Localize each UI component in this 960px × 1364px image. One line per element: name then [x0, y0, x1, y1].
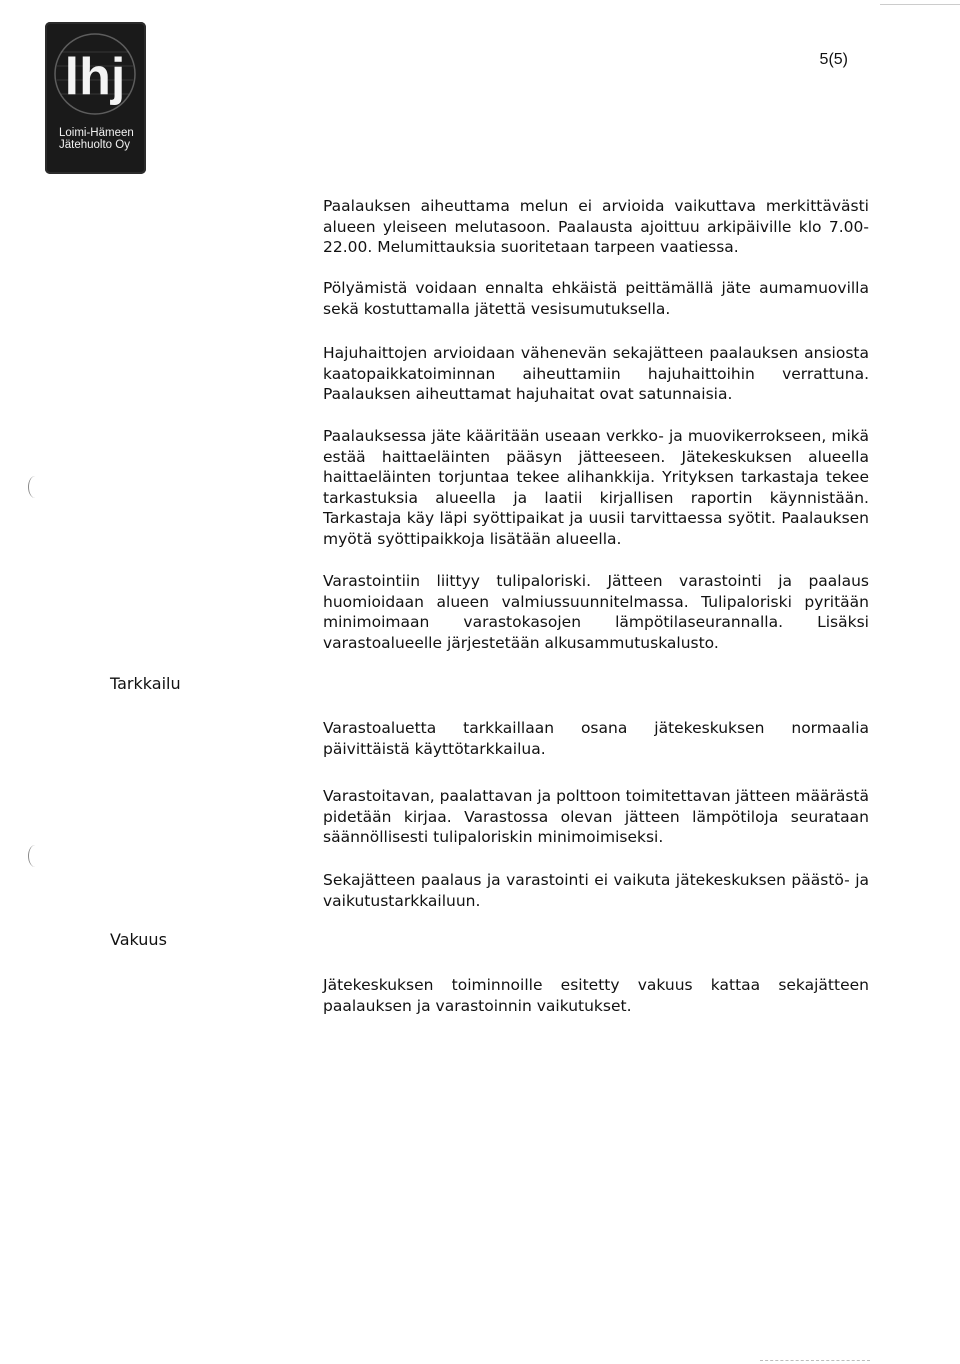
paragraph-dust: Pölyämistä voidaan ennalta ehkäistä peittämällä jäte aumamuovilla sekä kostuttamalla jätettä vesisumutuksella. [323, 279, 869, 318]
top-rule [880, 4, 960, 5]
paragraph-odour: Hajuhaittojen arvioidaan vähenevän sekajätteen paalauksen ansiosta kaatopaikkatoiminnan aiheuttamiin hajuhaittoihin verrattuna. Paalauksen aiheuttamat hajuhaitat ovat satunnaisia. [323, 344, 869, 403]
paragraph-pests: Paalauksessa jäte kääritään useaan verkko- ja muovikerrokseen, mikä estää haittaeläinten pääsyn jätteeseen. Jätekeskuksen alueella haittaeläinten torjuntaa tekee alihankkija. Yrityksen tarkastaja tekee tarkastuksia alueella ja laatii kirjallisen raportin käynnistään. Tarkastaja käy läpi syöttipaikat ja uusii tarvittaessa syötit. Paalauksen myötä syöttipaikkoja lisätään alueella. [323, 427, 869, 548]
section-label-tarkkailu: Tarkkailu [110, 674, 181, 693]
lhj-logo-mark [53, 32, 137, 116]
logo-company-line2: Jätehuolto Oy [59, 139, 130, 151]
paragraph-monitoring: Varastoaluetta tarkkaillaan osana jätekeskuksen normaalia päivittäistä käyttötarkkailua. [323, 719, 869, 758]
punch-hole-mark [28, 845, 42, 867]
page-number: 5(5) [819, 51, 848, 68]
logo-company-line1: Loimi-Hämeen [59, 127, 134, 139]
bottom-rule [760, 1360, 870, 1361]
paragraph-guarantee: Jätekeskuksen toiminnoille esitetty vakuus kattaa sekajätteen paalauksen ja varastoinnin vaikutukset. [323, 976, 869, 1015]
logo-mark-text: lhj [64, 48, 126, 106]
company-logo [45, 22, 146, 174]
section-label-vakuus: Vakuus [110, 930, 167, 949]
paragraph-noise: Paalauksen aiheuttama melun ei arvioida vaikuttava merkittävästi alueen yleiseen melutasoon. Paalausta ajoittuu arkipäiville klo 7.00-22.00. Melumittauksia suoritetaan tarpeen vaatiessa. [323, 197, 869, 256]
paragraph-fire-risk: Varastointiin liittyy tulipaloriski. Jätteen varastointi ja paalaus huomioidaan alueen valmiussuunnitelmassa. Tulipaloriski pyritään minimoimaan varastokasojen lämpötilaseurannalla. Lisäksi varastoalueelle järjestetään alkusammutuskalusto. [323, 572, 869, 652]
paragraph-records: Varastoitavan, paalattavan ja polttoon toimitettavan jätteen määrästä pidetään kirjaa. Varastossa olevan jätteen lämpötiloja seurataan säännöllisesti tulipaloriskin minimoimiseksi. [323, 787, 869, 846]
punch-hole-mark [28, 476, 42, 498]
paragraph-emissions: Sekajätteen paalaus ja varastointi ei vaikuta jätekeskuksen päästö- ja vaikutustarkkailuun. [323, 871, 869, 910]
